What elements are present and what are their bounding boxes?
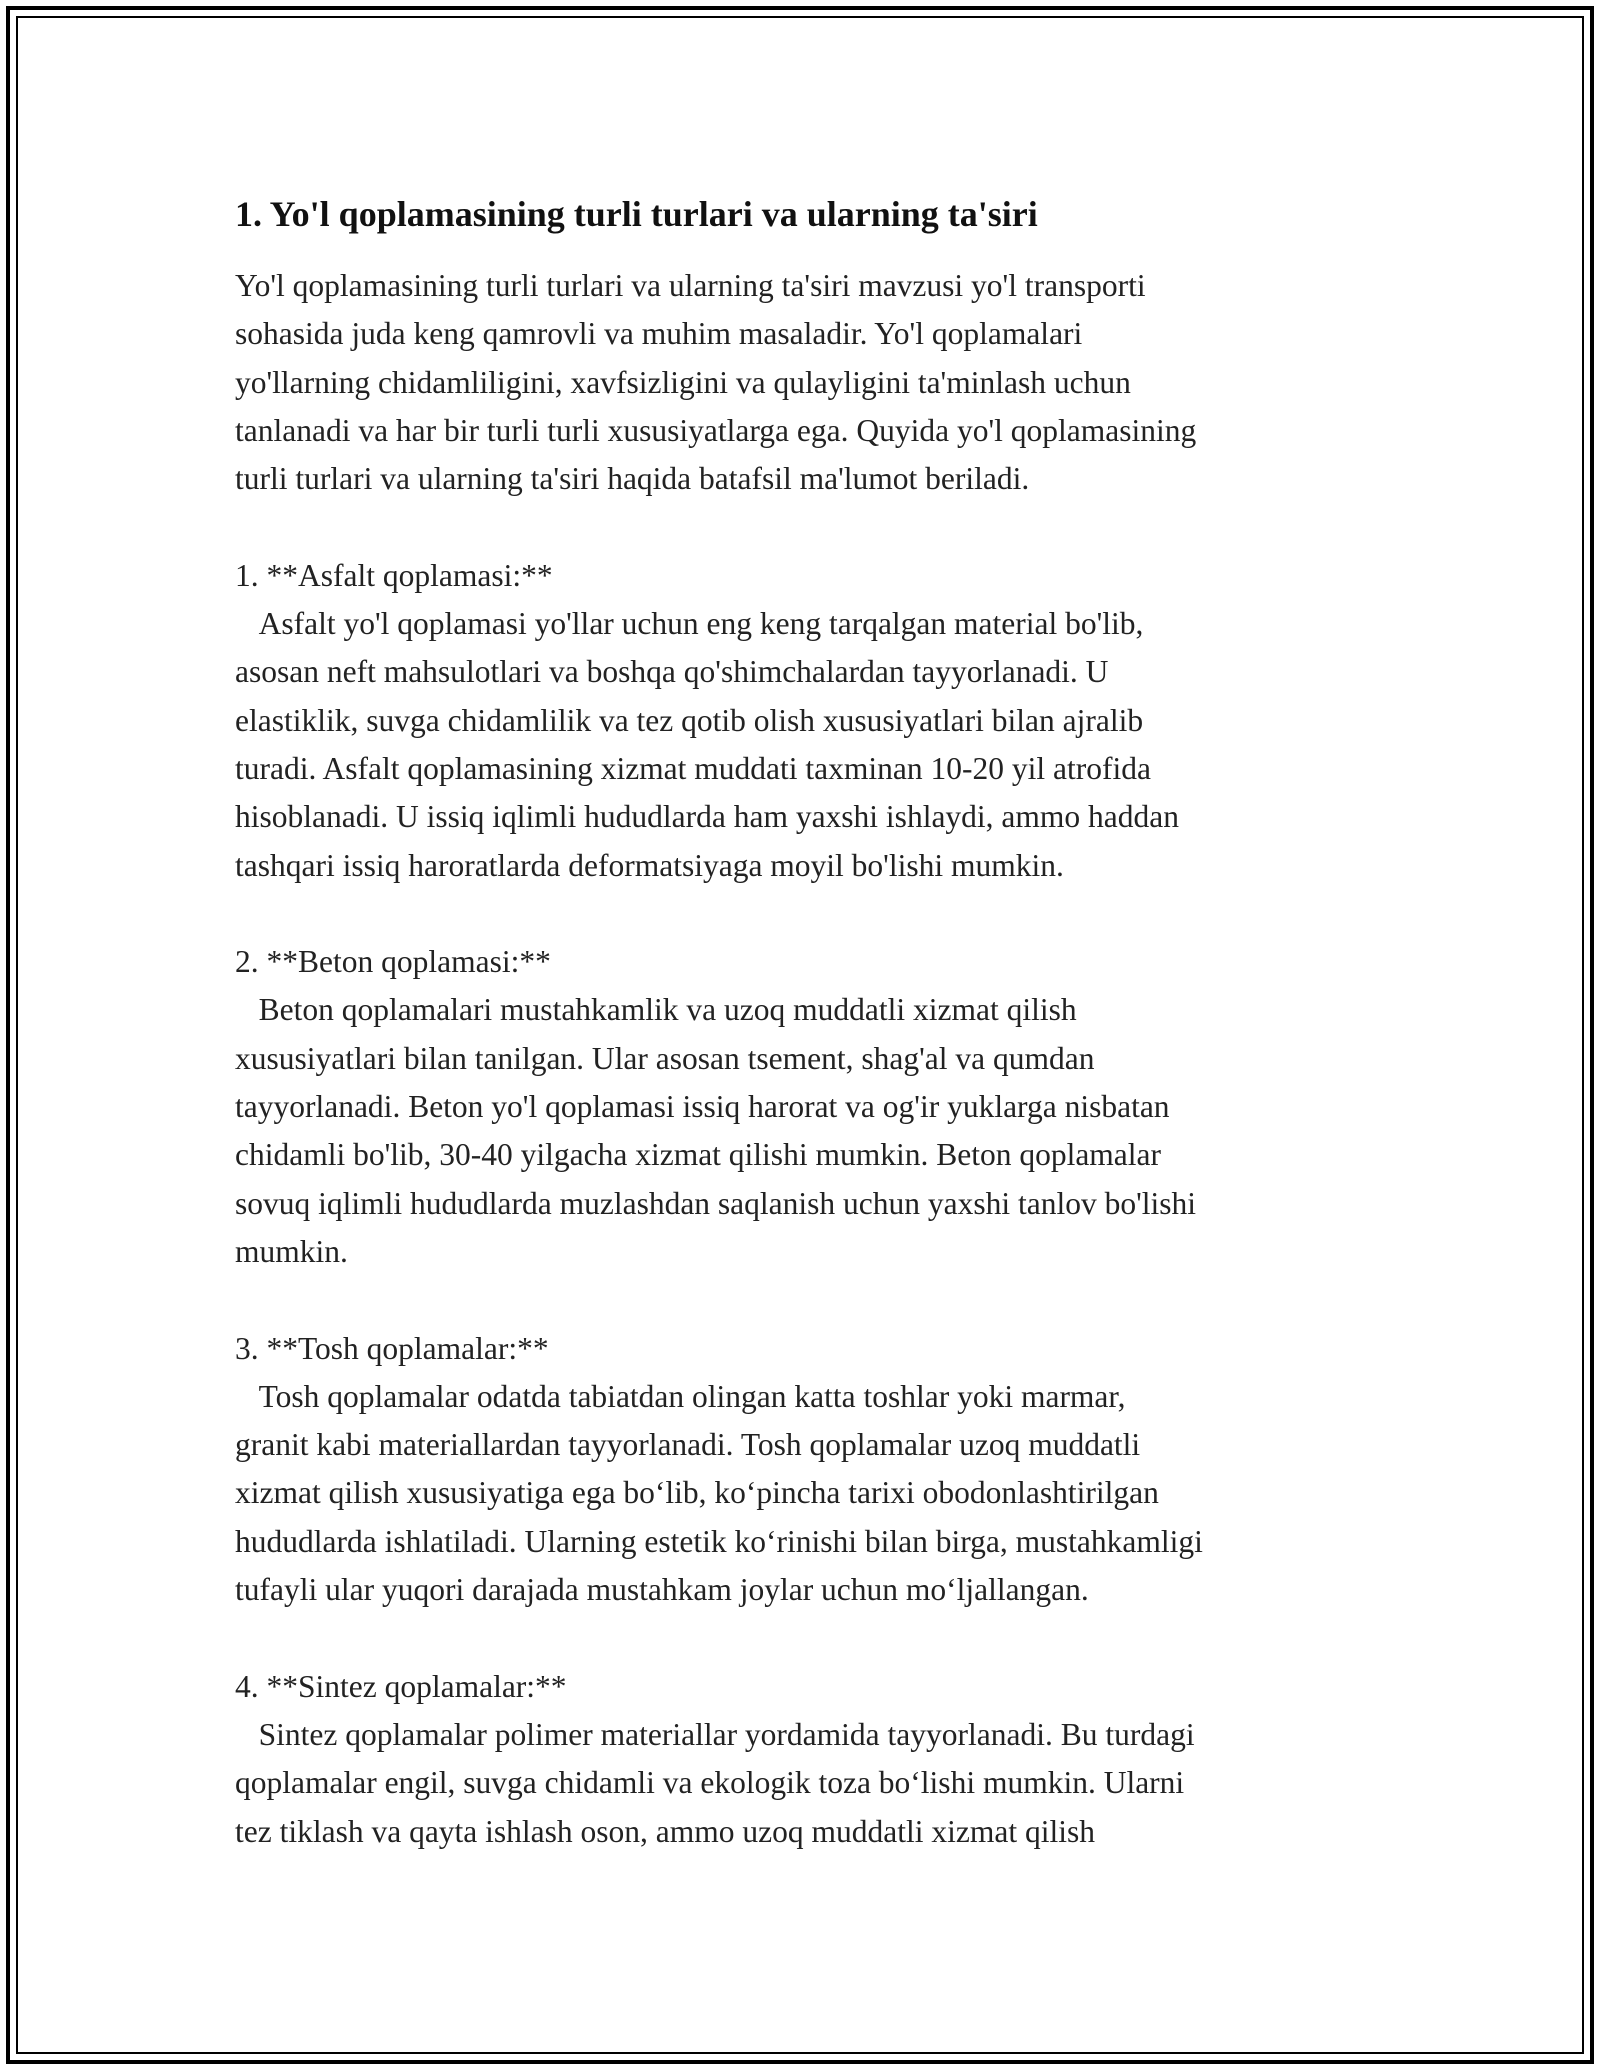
section-heading-sintez: 4. **Sintez qoplamalar:** xyxy=(235,1668,567,1704)
section-heading-beton: 2. **Beton qoplamasi:** xyxy=(235,944,551,980)
section-heading-tosh: 3. **Tosh qoplamalar:** xyxy=(235,1330,549,1366)
section-heading-asfalt: 1. **Asfalt qoplamasi:** xyxy=(235,557,553,593)
paragraph-gap xyxy=(235,890,1385,938)
intro-paragraph: Yo'l qoplamasining turli turlari va ularning ta'siri mavzusi yo'l transporti sohasida juda keng qamrovli va muhim masaladir. Yo'l qoplamalari yo'llarning chidamliligini, xavfsizligini va qulayligini ta'minlash uchun tanlanadi va har bir turli turli xususiyatlarga ega. Quyida yo'l qoplamasining turli turlari va ularning ta'siri haqida batafsil ma'lumot beriladi. xyxy=(235,268,1197,497)
document-page xyxy=(235,186,1385,1856)
paragraph-gap xyxy=(235,503,1385,551)
document-title: 1. Yo'l qoplamasining turli turlari va ularning ta'siri xyxy=(235,194,1038,234)
section-body-sintez: Sintez qoplamalar polimer materiallar yordamida tayyorlanadi. Bu turdagi qoplamalar engil, suvga chidamli va ekologik toza bo‘lishi mumkin. Ularni tez tiklash va qayta ishlash oson, ammo uzoq muddatli xizmat qilish xyxy=(235,1716,1195,1849)
section-body-beton: Beton qoplamalari mustahkamlik va uzoq muddatli xizmat qilish xususiyatlari bilan tanilgan. Ular asosan tsement, shag'al va qumdan tayyorlanadi. Beton yo'l qoplamasi issiq harorat va og'ir yuklarga nisbatan chidamli bo'lib, 30-40 yilgacha xizmat qilishi mumkin. Beton qoplamalar sovuq iqlimli hududlarda muzlashdan saqlanish uchun yaxshi tanlov bo'lishi mumkin. xyxy=(235,992,1197,1269)
section-body-asfalt: Asfalt yo'l qoplamasi yo'llar uchun eng keng tarqalgan material bo'lib, asosan neft mahsulotlari va boshqa qo'shimchalardan tayyorlanadi. U elastiklik, suvga chidamlilik va tez qotib olish xususiyatlari bilan ajralib turadi. Asfalt qoplamasining xizmat muddati taxminan 10-20 yil atrofida hisoblanadi. U issiq iqlimli hududlarda ham yaxshi ishlaydi, ammo haddan tashqari issiq haroratlarda deformatsiyaga moyil bo'lishi mumkin. xyxy=(235,606,1180,883)
paragraph-gap xyxy=(235,1614,1385,1662)
paragraph-gap xyxy=(235,1276,1385,1324)
section-body-tosh: Tosh qoplamalar odatda tabiatdan olingan katta toshlar yoki marmar, granit kabi materiallardan tayyorlanadi. Tosh qoplamalar uzoq muddatli xizmat qilish xususiyatiga ega bo‘lib, ko‘pincha tarixi obodonlashtirilgan hududlarda ishlatiladi. Ularning estetik ko‘rinishi bilan birga, mustahkamligi tufayli ular yuqori darajada mustahkam joylar uchun mo‘ljallangan. xyxy=(235,1378,1203,1608)
